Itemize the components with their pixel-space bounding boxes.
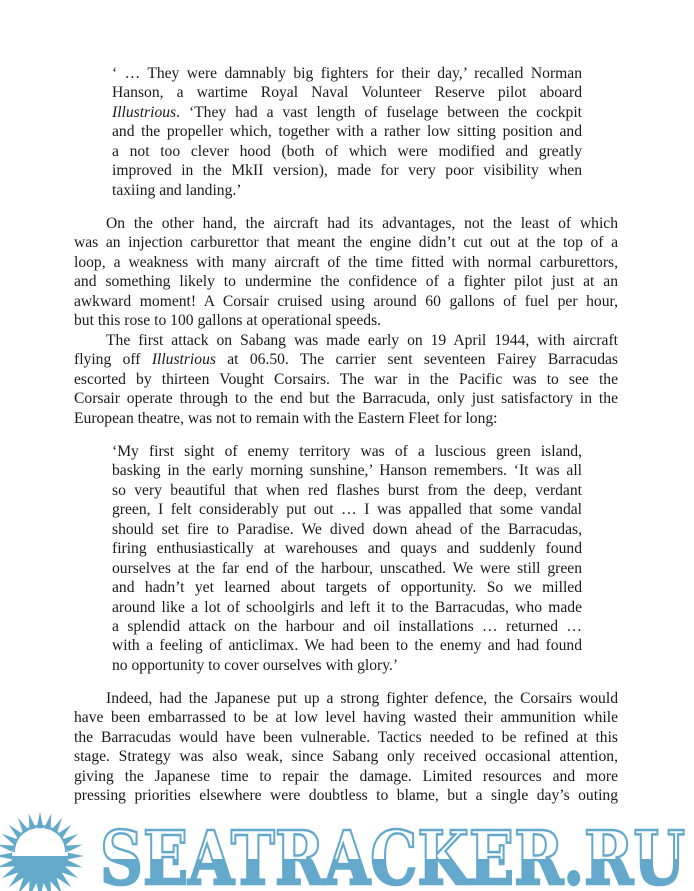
text-line: ‘ … They were damnably big fighters for their day,’ recalled Norman bbox=[112, 65, 582, 82]
text-line: improved in the MkII version), made for very poor visibility when bbox=[112, 162, 582, 180]
text-line: and the propeller which, together with a rather low sitting position and bbox=[112, 123, 582, 141]
text-line: so very beautiful that when red flashes burst from the deep, verdant bbox=[112, 481, 582, 499]
text-line: should set fire to Paradise. We dived down ahead of the Barracudas, bbox=[112, 520, 582, 538]
text-line: pressing priorities elsewhere were doubtless to blame, but a single day’s outing bbox=[74, 787, 618, 805]
text-line: loop, a weakness with many aircraft of the time fitted with normal carburettors, bbox=[74, 253, 618, 271]
text-line: around like a lot of schoolgirls and left it to the Barracudas, who made bbox=[112, 598, 582, 616]
text-line: The first attack on Sabang was made early on 19 April 1944, with aircraft bbox=[106, 332, 618, 349]
sun-ray bbox=[66, 860, 83, 867]
paragraph-tactics bbox=[74, 689, 618, 806]
text-line: but this rose to 100 gallons at operational speeds. bbox=[74, 312, 382, 330]
text-line: Corsair operate through to the end but the Barracuda, only just satisfactory in the bbox=[74, 390, 618, 408]
text-line: stage. Strategy was also weak, since Sabang only received occasional attention, bbox=[74, 748, 618, 766]
watermark-text: SEATRACKER.RU bbox=[100, 816, 685, 891]
text-line: was an injection carburettor that meant the engine didn’t cut out at the top of a bbox=[74, 234, 618, 252]
text-line: Indeed, had the Japanese put up a strong fighter defence, the Corsairs would bbox=[106, 690, 618, 707]
text-line: with a feeling of anticlimax. We had been to the enemy and had found bbox=[112, 637, 582, 655]
text-line: have been embarrassed to be at low level having wasted their ammunition while bbox=[74, 709, 618, 727]
text-line: no opportunity to cover ourselves with glory.’ bbox=[112, 656, 399, 674]
text-line: taxiing and landing.’ bbox=[112, 181, 242, 199]
text-line: European theatre, was not to remain with the Eastern Fleet for long: bbox=[74, 409, 498, 427]
sun-ray bbox=[9, 825, 23, 839]
text-line: flying off Illustrious at 06.50. The carrier sent seventeen Fairey Barracudas bbox=[74, 351, 618, 369]
text-line: firing enthusiastically at warehouses and quays and suddenly found bbox=[112, 540, 582, 558]
text-line: Illustrious. ‘They had a vast length of fuselage between the cockpit bbox=[112, 103, 582, 121]
text-line: and hadn’t yet learned about targets of opportunity. So we milled bbox=[112, 579, 582, 597]
text-line: green, I felt considerably put out … I was appalled that some vandal bbox=[112, 501, 582, 519]
sun-ray bbox=[0, 860, 14, 867]
text-line: ourselves at the far end of the harbour, unscathed. We were still green bbox=[112, 559, 582, 577]
text-line: giving the Japanese time to repair the damage. Limited resources and more bbox=[74, 767, 618, 785]
paragraph-first-attack bbox=[74, 331, 618, 428]
sun-ray bbox=[0, 845, 14, 852]
sun-ray bbox=[66, 845, 83, 852]
text-line: and something likely to undermine the confidence of a fighter pilot just at an bbox=[74, 273, 618, 291]
text-line: On the other hand, the aircraft had its advantages, not the least of which bbox=[106, 215, 618, 232]
sun-ray bbox=[57, 825, 71, 839]
text-line: escorted by thirteen Vought Corsairs. The war in the Pacific was to see the bbox=[74, 370, 618, 388]
sun-ray bbox=[0, 853, 12, 860]
sun-ray bbox=[37, 884, 44, 891]
text-line: a splendid attack on the harbour and oil installations … returned … bbox=[112, 617, 582, 635]
sun-logo-icon bbox=[0, 812, 84, 891]
text-line: awkward moment! A Corsair cruised using around 60 gallons of fuel per hour, bbox=[74, 292, 618, 310]
text-line: basking in the early morning sunshine,’ Hanson remembers. ‘It was all bbox=[112, 462, 582, 480]
sun-ray bbox=[68, 853, 84, 860]
block-quote-hanson-corsair bbox=[112, 64, 582, 200]
paragraph-advantages bbox=[74, 214, 618, 331]
text-line: ‘My first sight of enemy territory was of a luscious green island, bbox=[112, 443, 582, 460]
block-quote-hanson-sabang bbox=[112, 442, 582, 675]
text-line: Hanson, a wartime Royal Naval Volunteer Reserve pilot aboard bbox=[112, 84, 582, 102]
text-line: a not too clever hood (both of which were modified and greatly bbox=[112, 142, 582, 160]
seatracker-watermark-logo bbox=[0, 808, 694, 891]
text-line: the Barracudas would have been vulnerable. Tactics needed to be refined at this bbox=[74, 728, 618, 746]
